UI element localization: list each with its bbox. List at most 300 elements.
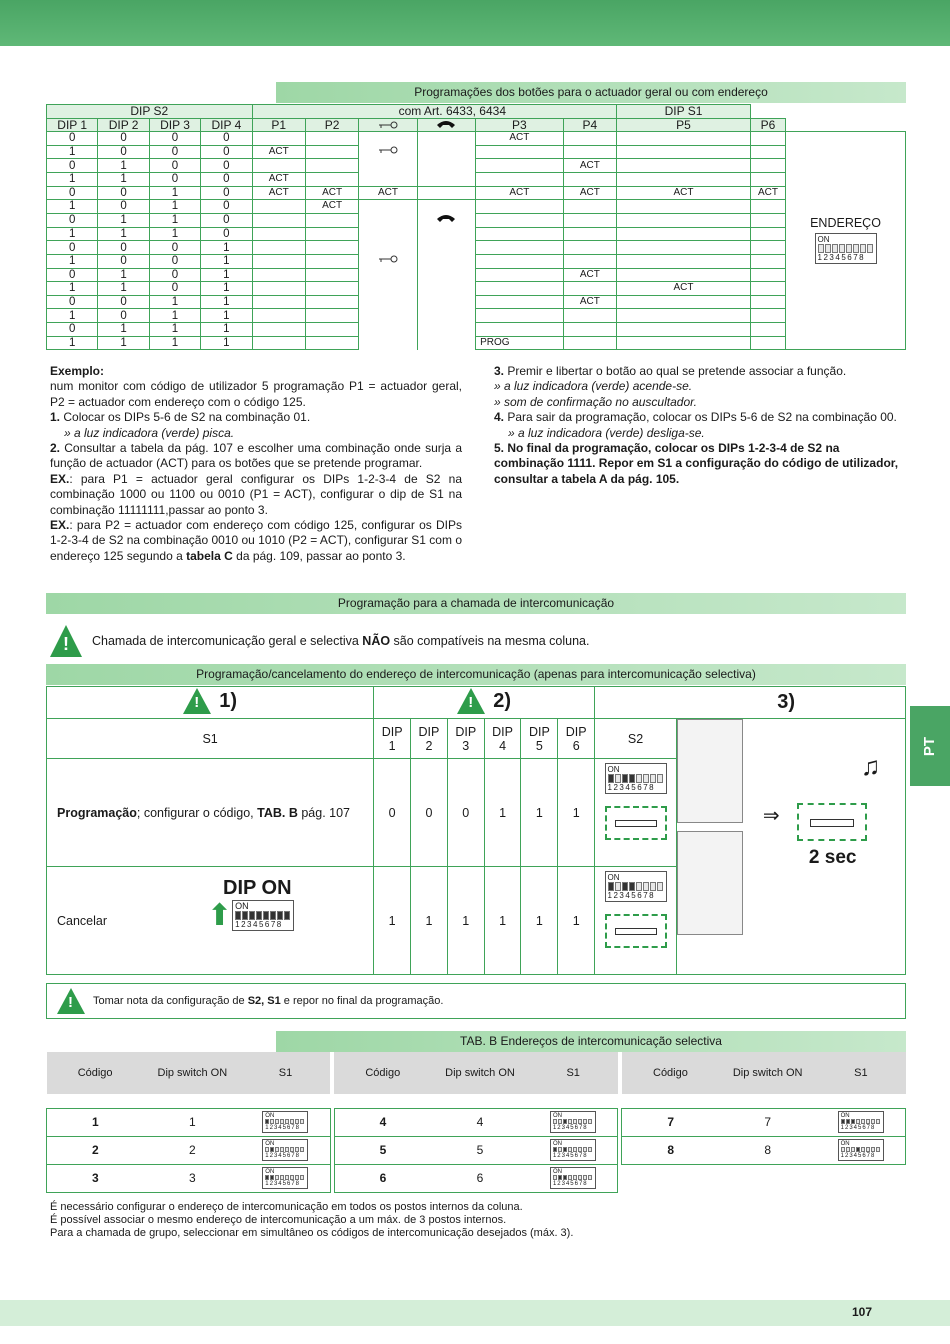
p6-cell [751, 241, 786, 255]
p2-cell [305, 172, 358, 186]
dip-toggle [290, 1175, 294, 1180]
dip-toggle [839, 244, 845, 253]
p1-cell [252, 336, 305, 350]
p6-cell: ACT [751, 186, 786, 200]
phone-icon [435, 213, 457, 223]
col-header: DIP 1 [47, 118, 98, 132]
cancel-dip6: 1 [558, 867, 595, 975]
p2-cell [305, 159, 358, 173]
p4-cell [563, 241, 616, 255]
dip-cell: 1 [201, 295, 252, 309]
p5-cell [617, 132, 751, 146]
phone-cell [417, 322, 475, 336]
phone-cell [417, 309, 475, 323]
dip-toggle [861, 1147, 865, 1152]
step5: 5. No final da programação, colocar os DIPs 1-2-3-4 de S2 na combinação 1111. Repor em S1 a configuração do código de utilizador, consultar a tabela A da pág. 105. [494, 441, 899, 486]
col-header: DIP 4 [201, 118, 252, 132]
dip-toggle [295, 1175, 299, 1180]
dip-cell: 1 [98, 336, 149, 350]
table2-title: Programação/cancelamento do endereço de intercomunicação (apenas para intercomunicação selectiva) [46, 664, 906, 685]
footer-notes [50, 1201, 573, 1239]
dip-cell: 0 [201, 132, 252, 146]
table-row [47, 159, 906, 173]
table-row [47, 200, 906, 214]
phone-cell [417, 241, 475, 255]
phone-cell [417, 132, 475, 146]
dip-toggle [583, 1147, 587, 1152]
p5-cell [617, 227, 751, 241]
dip-cell: 1 [201, 322, 252, 336]
step3-result-b: » som de confirmação no auscultador. [494, 394, 697, 409]
dip-cell: 0 [47, 268, 98, 282]
footer-note: É necessário configurar o endereço de intercomunicação em todos os postos internos da coluna. [50, 1201, 523, 1213]
p3-cell [476, 213, 564, 227]
dip-toggle [867, 244, 873, 253]
p2-cell [305, 268, 358, 282]
dip-toggle [568, 1147, 572, 1152]
dip-toggle [573, 1175, 577, 1180]
dip-switch-icon: ON 12345678 [605, 871, 667, 902]
p3-cell [476, 268, 564, 282]
dip-cell: 1 [149, 227, 200, 241]
example1: EX.: para P1 = actuador geral configurar os DIPs 1-2-3-4 de S2 na combinação 1000 ou 1100 ou 0010 (P1 = ACT), configurar o dip de S1 na combinação 11111111,passar ao ponto 3. [50, 471, 462, 517]
s1-cell [241, 1108, 330, 1136]
phone-cell [417, 295, 475, 309]
footer-note: É possível associar o mesmo endereço de intercomunicação a um máx. de 3 postos internos. [50, 1213, 507, 1226]
dip-cell: 0 [201, 227, 252, 241]
dip-switch-icon: ON 12345678 [550, 1111, 596, 1133]
p6-cell [751, 309, 786, 323]
dip-toggle [583, 1175, 587, 1180]
dip-cell: 1 [201, 336, 252, 350]
dip-toggle [846, 244, 852, 253]
dip-cell: 1 [98, 268, 149, 282]
table-row [47, 1164, 906, 1192]
dip-toggle [573, 1119, 577, 1124]
p2-cell [305, 132, 358, 146]
dip-cell: 1 [201, 254, 252, 268]
dip-cell: 1 [149, 309, 200, 323]
key-icon [359, 118, 417, 132]
dip-cell: 1 [149, 336, 200, 350]
dip-cell: 0 [149, 172, 200, 186]
codigo-cell: 4 [334, 1108, 431, 1136]
dip-toggle [650, 774, 656, 783]
dip-toggle [265, 1147, 269, 1152]
dip-switch-icon: ON 12345678 [262, 1167, 308, 1189]
warning-row [50, 625, 589, 657]
dip-cell: 1 [47, 254, 98, 268]
dip-toggle [242, 911, 248, 920]
warning-icon: ! [457, 688, 485, 714]
dip-toggle [284, 911, 290, 920]
hdr-dip-s1: DIP S1 [617, 105, 751, 119]
dip-toggle [300, 1147, 304, 1152]
dip-toggle [657, 882, 663, 891]
led-indicator [797, 803, 867, 841]
dip-toggle [615, 882, 621, 891]
dip-cell: 1 [98, 172, 149, 186]
step4: 4. Para sair da programação, colocar os DIPs 5-6 de S2 na combinação 00. [494, 410, 897, 425]
p3-cell [476, 227, 564, 241]
example-line: num monitor com código de utilizador 5 programação P1 = actuador geral, P2 = actuador com endereço com o código 125. [50, 379, 462, 409]
p3-cell [476, 309, 564, 323]
dip-toggle [285, 1175, 289, 1180]
p4-cell [563, 200, 616, 214]
key-cell: ACT [359, 186, 417, 200]
step4-result: » a luz indicadora (verde) desliga-se. [508, 425, 705, 440]
p5-cell [617, 145, 751, 159]
dip-toggle [622, 882, 628, 891]
cancel-label: Cancelar [57, 913, 108, 928]
p1-cell [252, 213, 305, 227]
dip-cell: 0 [47, 159, 98, 173]
warning-icon: ! [50, 625, 82, 657]
monitor-illustration [677, 831, 743, 935]
table-row [47, 186, 906, 200]
p1-cell [252, 295, 305, 309]
dip-toggle [270, 911, 276, 920]
dip-header-4: DIP 4 [484, 719, 521, 759]
p2-cell [305, 336, 358, 350]
prog-dip2: 0 [411, 759, 448, 867]
dip-toggle [818, 244, 824, 253]
key-cell [359, 200, 417, 214]
phone-cell [417, 200, 475, 214]
step1-cell: ! 1) [47, 687, 374, 719]
p5-cell [617, 213, 751, 227]
dip-toggle [871, 1119, 875, 1124]
prog-dip1: 0 [374, 759, 411, 867]
dip-switch-icon: ON 12345678 [262, 1139, 308, 1161]
header-codigo: Código [365, 1067, 401, 1079]
col-header: P5 [617, 118, 751, 132]
dip-toggle [622, 774, 628, 783]
steps-text [494, 364, 906, 487]
dip-cell: 1 [201, 282, 252, 296]
table-row [47, 254, 906, 268]
dip-cell: 0 [47, 295, 98, 309]
dip-toggle [871, 1147, 875, 1152]
dip-cell: 0 [47, 186, 98, 200]
col-header: P4 [563, 118, 616, 132]
key-cell [359, 213, 417, 227]
dip-toggle [629, 774, 635, 783]
dip-cell: 0 [47, 213, 98, 227]
endereco-cell [786, 132, 906, 350]
dip-toggle [285, 1147, 289, 1152]
table-row [47, 132, 906, 146]
dip-toggle [553, 1119, 557, 1124]
dip-cell: 0 [201, 200, 252, 214]
dip-toggle [643, 774, 649, 783]
p4-cell: ACT [563, 268, 616, 282]
p5-cell [617, 322, 751, 336]
dip-toggle [643, 882, 649, 891]
dip-toggle [275, 1175, 279, 1180]
dip-switch-icon: ON 12345678 [605, 763, 667, 794]
dip-toggle [608, 882, 614, 891]
table-row [47, 172, 906, 186]
dip-cell: 0 [98, 145, 149, 159]
dip-toggle [558, 1119, 562, 1124]
dip-toggle [558, 1175, 562, 1180]
dip-toggle [290, 1147, 294, 1152]
dip-cell: 0 [201, 159, 252, 173]
s1-cell [529, 1164, 618, 1192]
dip-toggle [841, 1119, 845, 1124]
p5-cell: ACT [617, 282, 751, 296]
dip-toggle [866, 1147, 870, 1152]
step3: 3. Premir e libertar o botão ao qual se pretende associar a função. [494, 364, 847, 378]
p4-cell [563, 309, 616, 323]
hdr-art: com Art. 6433, 6434 [252, 105, 616, 119]
dip-cell: 1 [47, 309, 98, 323]
step3-illustration [676, 719, 905, 975]
dip-toggle [578, 1147, 582, 1152]
p2-cell [305, 254, 358, 268]
col-header: DIP 3 [149, 118, 200, 132]
p3-cell: ACT [476, 132, 564, 146]
dip-cell: 0 [201, 213, 252, 227]
phone-cell [417, 227, 475, 241]
codigo-cell: 6 [334, 1164, 431, 1192]
p3-cell [476, 322, 564, 336]
key-cell [359, 336, 417, 350]
phone-cell [417, 268, 475, 282]
p1-cell [252, 322, 305, 336]
dip-toggle [263, 911, 269, 920]
s1-cell [816, 1136, 905, 1164]
dip-toggle [853, 244, 859, 253]
dip-toggle [295, 1147, 299, 1152]
cancel-dip1: 1 [374, 867, 411, 975]
p5-cell [617, 295, 751, 309]
dip-on-cell: 6 [431, 1164, 528, 1192]
p1-cell [252, 241, 305, 255]
phone-cell [417, 254, 475, 268]
up-arrow-icon: ⬆ [207, 899, 233, 932]
two-sec-label: 2 sec [808, 847, 857, 868]
phone-cell [417, 159, 475, 173]
dip-cell: 0 [47, 132, 98, 146]
table-row [47, 282, 906, 296]
dip-cell: 0 [98, 132, 149, 146]
dip-cell: 0 [201, 172, 252, 186]
phone-icon [417, 118, 475, 132]
p3-cell [476, 282, 564, 296]
dip-cell: 1 [47, 282, 98, 296]
dip-toggle [856, 1119, 860, 1124]
p1-cell [252, 282, 305, 296]
dip-toggle [650, 882, 656, 891]
arrow-icon: ⇒ [762, 805, 780, 827]
step3-result-a: » a luz indicadora (verde) acende-se. [494, 379, 693, 394]
dip-switch-icon: ON 12345678 [232, 900, 294, 931]
table1-title: Programações dos botões para o actuador geral ou com endereço [276, 82, 906, 103]
p4-cell [563, 132, 616, 146]
prog-s2-dip [595, 759, 677, 867]
dip-cell: 0 [201, 186, 252, 200]
dip-on-cell: 5 [431, 1136, 528, 1164]
intercom-address-table [46, 1052, 906, 1193]
p1-cell: ACT [252, 145, 305, 159]
p4-cell [563, 172, 616, 186]
p5-cell [617, 172, 751, 186]
p5-cell: ACT [617, 186, 751, 200]
key-cell [359, 309, 417, 323]
dip-cell: 0 [149, 241, 200, 255]
codigo-cell: 2 [47, 1136, 144, 1164]
dip-toggle [295, 1119, 299, 1124]
dip-cell: 1 [47, 145, 98, 159]
dip-toggle [876, 1119, 880, 1124]
key-cell [359, 282, 417, 296]
p6-cell [751, 282, 786, 296]
p6-cell [751, 336, 786, 350]
p2-cell: ACT [305, 200, 358, 214]
key-cell [359, 254, 417, 268]
p4-cell [563, 227, 616, 241]
p3-cell [476, 159, 564, 173]
phone-cell [417, 145, 475, 159]
dip-toggle [578, 1119, 582, 1124]
dip-cell: 0 [47, 322, 98, 336]
dip-toggle [563, 1175, 567, 1180]
dip-switch-icon: ON 12345678 [262, 1111, 308, 1133]
dip-toggle [553, 1147, 557, 1152]
dip-toggle [275, 1119, 279, 1124]
key-cell [359, 145, 417, 159]
codigo-cell: 5 [334, 1136, 431, 1164]
dip-cell: 0 [201, 145, 252, 159]
dip-on-cell: 3 [144, 1164, 241, 1192]
p3-cell: PROG [476, 336, 564, 350]
table-row [47, 336, 906, 350]
dip-toggle [235, 911, 241, 920]
dip-cell: 0 [98, 295, 149, 309]
key-cell [359, 227, 417, 241]
intercom-programming-table [46, 686, 906, 975]
header-dip: Dip switch ON [157, 1067, 228, 1079]
p4-cell: ACT [563, 159, 616, 173]
codigo-cell: 7 [622, 1108, 719, 1136]
table-row [47, 295, 906, 309]
dip-on-cell: 7 [719, 1108, 816, 1136]
warning-icon: ! [183, 688, 211, 714]
prog-dip4: 1 [484, 759, 521, 867]
dip-cell: 0 [98, 241, 149, 255]
dip-cell: 1 [149, 186, 200, 200]
cancel-dip5: 1 [521, 867, 558, 975]
section2-title: Programação para a chamada de intercomunicação [46, 593, 906, 614]
col-header: P3 [476, 118, 564, 132]
p1-cell [252, 309, 305, 323]
p5-cell [617, 268, 751, 282]
table-row [47, 145, 906, 159]
p5-cell [617, 309, 751, 323]
dip-toggle [657, 774, 663, 783]
phone-cell [417, 336, 475, 350]
p6-cell [751, 145, 786, 159]
dip-switch-icon: ON 12345678 [838, 1139, 884, 1161]
dip-toggle [270, 1147, 274, 1152]
p1-cell: ACT [252, 172, 305, 186]
page-number: 107 [851, 1305, 872, 1319]
p6-cell [751, 159, 786, 173]
s1-cell [529, 1136, 618, 1164]
key-icon [377, 146, 399, 154]
header-dip: Dip switch ON [732, 1067, 803, 1079]
header-s1: S1 [854, 1067, 868, 1079]
prog-dip5: 1 [521, 759, 558, 867]
p6-cell [751, 227, 786, 241]
p4-cell [563, 282, 616, 296]
dip-cell: 1 [47, 200, 98, 214]
step1: 1. Colocar os DIPs 5-6 de S2 na combinação 01. [50, 410, 311, 425]
dip-toggle [856, 1147, 860, 1152]
footer-bar [0, 1300, 950, 1326]
table3-title: TAB. B Endereços de intercomunicação selectiva [276, 1031, 906, 1052]
dip-toggle [825, 244, 831, 253]
dip-cell: 1 [47, 172, 98, 186]
dip-switch-icon: ON 12345678 [838, 1111, 884, 1133]
dip-cell: 1 [47, 336, 98, 350]
table-row [47, 213, 906, 227]
dip-toggle [270, 1175, 274, 1180]
p5-cell [617, 200, 751, 214]
dip-toggle [588, 1119, 592, 1124]
cancel-s2-dip [595, 867, 677, 975]
dip-toggle [832, 244, 838, 253]
p2-cell [305, 322, 358, 336]
dip-toggle [277, 911, 283, 920]
table-row [47, 322, 906, 336]
dip-cell: 1 [201, 241, 252, 255]
dip-cell: 0 [149, 159, 200, 173]
dip-cell: 0 [98, 309, 149, 323]
led-indicator [605, 914, 667, 948]
p6-cell [751, 213, 786, 227]
dip-toggle [588, 1175, 592, 1180]
dip-toggle [583, 1119, 587, 1124]
cancel-cell [47, 867, 374, 975]
p5-cell [617, 241, 751, 255]
dip-toggle [846, 1147, 850, 1152]
programacao-label: Programação; configurar o código, TAB. B pág. 107 [47, 759, 374, 867]
dip-switch-icon: ON 12345678 [550, 1167, 596, 1189]
p2-cell [305, 241, 358, 255]
key-cell [359, 295, 417, 309]
header-codigo: Código [653, 1067, 688, 1079]
dip-toggle [558, 1147, 562, 1152]
p4-cell [563, 254, 616, 268]
s1-cell [241, 1136, 330, 1164]
dip-toggle [846, 1119, 850, 1124]
dip-header-1: DIP 1 [374, 719, 411, 759]
dip-header-3: DIP 3 [447, 719, 484, 759]
dip-toggle [636, 882, 642, 891]
dip-cell: 0 [98, 200, 149, 214]
col-header: P6 [751, 118, 786, 132]
example-label: Exemplo: [50, 364, 105, 378]
codigo-cell: 1 [47, 1108, 144, 1136]
dip-header-6: DIP 6 [558, 719, 595, 759]
note-row [46, 983, 906, 1019]
key-cell [359, 159, 417, 173]
dip-cell: 1 [98, 227, 149, 241]
table-row [47, 241, 906, 255]
